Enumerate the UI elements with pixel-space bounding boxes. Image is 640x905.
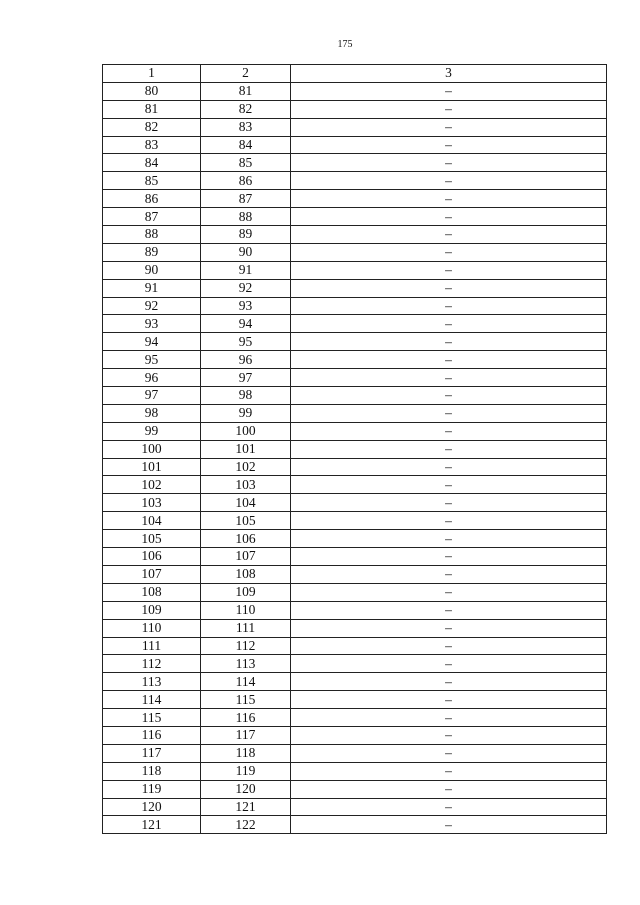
table-cell-col1: 103 [103, 494, 201, 512]
table-cell-col1: 114 [103, 691, 201, 709]
table-cell-col1: 110 [103, 619, 201, 637]
table-cell-col1: 90 [103, 261, 201, 279]
page-number: 175 [337, 39, 353, 50]
table-cell-col1: 82 [103, 118, 201, 136]
table-row [103, 208, 607, 226]
table-cell-col3: – [291, 208, 607, 226]
table-cell-col2: 119 [201, 762, 291, 780]
table-row [103, 351, 607, 369]
table-row [103, 726, 607, 744]
table-cell-col2: 99 [201, 404, 291, 422]
table-cell-col2: 114 [201, 673, 291, 691]
table-cell-col3: – [291, 422, 607, 440]
table-cell-col3: – [291, 798, 607, 816]
table-cell-col3: – [291, 333, 607, 351]
table-cell-col3: – [291, 243, 607, 261]
table-cell-col1: 86 [103, 190, 201, 208]
table-row [103, 709, 607, 727]
table-cell-col2: 120 [201, 780, 291, 798]
column-header-1: 1 [103, 65, 201, 83]
table-row [103, 136, 607, 154]
column-header-2: 2 [201, 65, 291, 83]
table-cell-col2: 103 [201, 476, 291, 494]
table-cell-col3: – [291, 172, 607, 190]
table-cell-col2: 100 [201, 422, 291, 440]
table-cell-col3: – [291, 673, 607, 691]
table-cell-col1: 94 [103, 333, 201, 351]
table-row [103, 190, 607, 208]
table-row [103, 798, 607, 816]
table-cell-col1: 116 [103, 726, 201, 744]
table-cell-col2: 112 [201, 637, 291, 655]
table-cell-col2: 106 [201, 530, 291, 548]
table-cell-col2: 107 [201, 548, 291, 566]
table-cell-col2: 95 [201, 333, 291, 351]
table-cell-col3: – [291, 351, 607, 369]
table-cell-col1: 95 [103, 351, 201, 369]
table-row [103, 154, 607, 172]
table-cell-col1: 112 [103, 655, 201, 673]
table-cell-col3: – [291, 279, 607, 297]
table-cell-col3: – [291, 297, 607, 315]
table-cell-col3: – [291, 726, 607, 744]
table-cell-col3: – [291, 691, 607, 709]
table-body [103, 82, 607, 833]
table-row [103, 261, 607, 279]
table-cell-col3: – [291, 369, 607, 387]
table-cell-col3: – [291, 530, 607, 548]
table-cell-col3: – [291, 261, 607, 279]
table-cell-col1: 107 [103, 565, 201, 583]
table-cell-col3: – [291, 512, 607, 530]
table-cell-col2: 116 [201, 709, 291, 727]
table-cell-col1: 120 [103, 798, 201, 816]
table-cell-col1: 92 [103, 297, 201, 315]
table-cell-col1: 102 [103, 476, 201, 494]
table-row [103, 601, 607, 619]
table-cell-col2: 87 [201, 190, 291, 208]
table-cell-col1: 109 [103, 601, 201, 619]
table-cell-col2: 83 [201, 118, 291, 136]
table-cell-col1: 96 [103, 369, 201, 387]
table-cell-col2: 101 [201, 440, 291, 458]
table-cell-col3: – [291, 619, 607, 637]
table-row [103, 458, 607, 476]
table-row [103, 297, 607, 315]
table-cell-col1: 83 [103, 136, 201, 154]
table-cell-col3: – [291, 190, 607, 208]
table-row [103, 619, 607, 637]
table-cell-col1: 81 [103, 100, 201, 118]
table-cell-col3: – [291, 387, 607, 405]
table-row [103, 762, 607, 780]
table-row [103, 279, 607, 297]
column-header-3: 3 [291, 65, 607, 83]
table-cell-col1: 111 [103, 637, 201, 655]
table-cell-col1: 119 [103, 780, 201, 798]
table-cell-col2: 91 [201, 261, 291, 279]
table-cell-col2: 93 [201, 297, 291, 315]
table-row [103, 512, 607, 530]
table-cell-col1: 80 [103, 82, 201, 100]
table-cell-col2: 82 [201, 100, 291, 118]
table-cell-col1: 101 [103, 458, 201, 476]
table-cell-col1: 121 [103, 816, 201, 834]
table-row [103, 530, 607, 548]
table-cell-col2: 88 [201, 208, 291, 226]
table-cell-col3: – [291, 404, 607, 422]
table-cell-col1: 115 [103, 709, 201, 727]
table-row [103, 816, 607, 834]
table-cell-col3: – [291, 82, 607, 100]
table-cell-col1: 106 [103, 548, 201, 566]
table-cell-col1: 85 [103, 172, 201, 190]
table-cell-col2: 84 [201, 136, 291, 154]
table-cell-col2: 113 [201, 655, 291, 673]
table-cell-col3: – [291, 476, 607, 494]
table-row [103, 583, 607, 601]
table-cell-col1: 84 [103, 154, 201, 172]
table-cell-col3: – [291, 315, 607, 333]
table-cell-col2: 102 [201, 458, 291, 476]
table-cell-col2: 94 [201, 315, 291, 333]
table-cell-col3: – [291, 118, 607, 136]
table-cell-col1: 93 [103, 315, 201, 333]
table-row [103, 404, 607, 422]
table-cell-col3: – [291, 100, 607, 118]
table-cell-col1: 89 [103, 243, 201, 261]
table-cell-col3: – [291, 655, 607, 673]
table-row [103, 565, 607, 583]
table-cell-col3: – [291, 136, 607, 154]
table-cell-col1: 105 [103, 530, 201, 548]
table-cell-col1: 91 [103, 279, 201, 297]
table-cell-col3: – [291, 565, 607, 583]
table-row [103, 780, 607, 798]
table-row [103, 548, 607, 566]
table-cell-col2: 92 [201, 279, 291, 297]
table-cell-col1: 100 [103, 440, 201, 458]
table-row [103, 315, 607, 333]
table-cell-col3: – [291, 601, 607, 619]
table-row [103, 82, 607, 100]
table-cell-col1: 104 [103, 512, 201, 530]
table-row [103, 673, 607, 691]
table-cell-col3: – [291, 744, 607, 762]
table-cell-col2: 98 [201, 387, 291, 405]
table-row [103, 387, 607, 405]
table-row [103, 100, 607, 118]
table-row [103, 440, 607, 458]
table-cell-col2: 115 [201, 691, 291, 709]
table-cell-col3: – [291, 637, 607, 655]
table-row [103, 243, 607, 261]
table-cell-col3: – [291, 762, 607, 780]
table-cell-col2: 96 [201, 351, 291, 369]
table-cell-col2: 108 [201, 565, 291, 583]
table-row [103, 369, 607, 387]
table-cell-col1: 99 [103, 422, 201, 440]
table-cell-col2: 122 [201, 816, 291, 834]
table-row [103, 422, 607, 440]
table-cell-col2: 110 [201, 601, 291, 619]
table-cell-col2: 105 [201, 512, 291, 530]
table-cell-col2: 121 [201, 798, 291, 816]
table-cell-col1: 88 [103, 226, 201, 244]
table-cell-col2: 118 [201, 744, 291, 762]
table-row [103, 691, 607, 709]
table-cell-col2: 111 [201, 619, 291, 637]
table-cell-col3: – [291, 458, 607, 476]
table-cell-col2: 117 [201, 726, 291, 744]
table-cell-col2: 97 [201, 369, 291, 387]
table-cell-col3: – [291, 816, 607, 834]
table-cell-col3: – [291, 494, 607, 512]
table-cell-col1: 108 [103, 583, 201, 601]
table-cell-col3: – [291, 154, 607, 172]
table-cell-col2: 89 [201, 226, 291, 244]
table-cell-col3: – [291, 548, 607, 566]
table-cell-col2: 90 [201, 243, 291, 261]
table-cell-col3: – [291, 440, 607, 458]
table-row [103, 226, 607, 244]
table-header-row [103, 65, 607, 83]
table-row [103, 744, 607, 762]
table-cell-col1: 118 [103, 762, 201, 780]
table-cell-col2: 86 [201, 172, 291, 190]
table-row [103, 655, 607, 673]
table-cell-col1: 87 [103, 208, 201, 226]
data-table [102, 64, 607, 834]
table-cell-col3: – [291, 780, 607, 798]
table-row [103, 637, 607, 655]
table-row [103, 172, 607, 190]
table-cell-col3: – [291, 709, 607, 727]
table-cell-col2: 109 [201, 583, 291, 601]
table-cell-col3: – [291, 583, 607, 601]
table-cell-col2: 104 [201, 494, 291, 512]
table-row [103, 476, 607, 494]
table-row [103, 494, 607, 512]
table-cell-col1: 117 [103, 744, 201, 762]
table-cell-col1: 97 [103, 387, 201, 405]
table-cell-col2: 85 [201, 154, 291, 172]
table-cell-col1: 113 [103, 673, 201, 691]
table-row [103, 118, 607, 136]
table-cell-col1: 98 [103, 404, 201, 422]
table-cell-col3: – [291, 226, 607, 244]
table-row [103, 333, 607, 351]
table-cell-col2: 81 [201, 82, 291, 100]
